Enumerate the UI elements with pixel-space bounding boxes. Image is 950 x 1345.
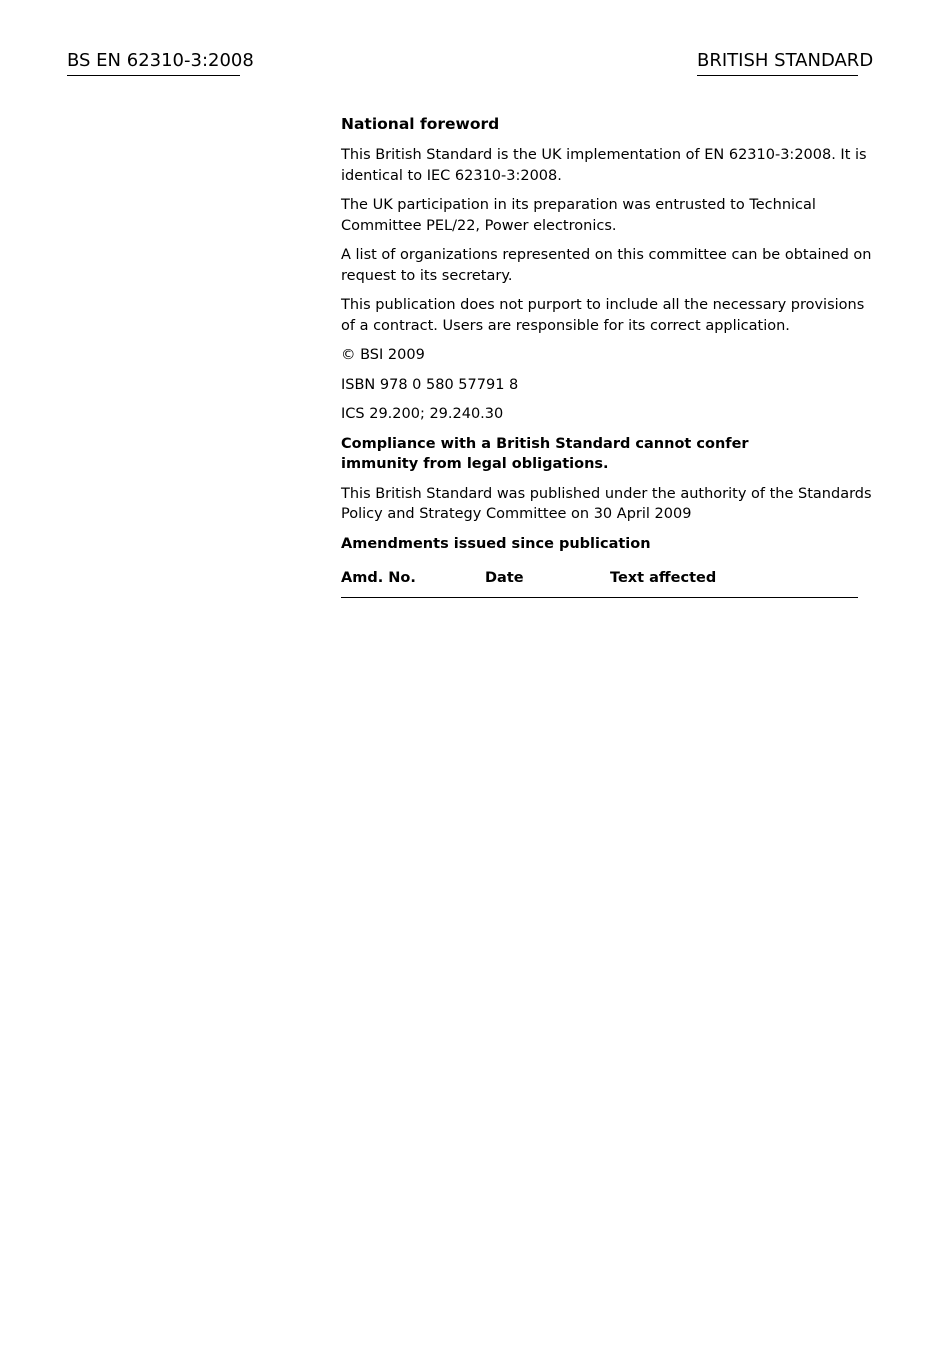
- document-type: BRITISH STANDARD: [697, 50, 858, 76]
- foreword-paragraph: This publication does not purport to include all the necessary provisions of a contract. Users are responsible for its correct application.: [341, 297, 865, 334]
- ics-codes: ICS 29.200; 29.240.30: [341, 406, 504, 422]
- amendments-title: Amendments issued since publication: [341, 535, 651, 552]
- foreword-paragraph: This British Standard is the UK implementation of EN 62310-3:2008. It is identical to IEC 62310-3:2008.: [341, 147, 867, 184]
- foreword-paragraph: The UK participation in its preparation was entrusted to Technical Committee PEL/22, Power electronics.: [341, 197, 816, 234]
- column-header-text-affected: Text affected: [610, 570, 717, 586]
- copyright-notice: © BSI 2009: [341, 347, 425, 363]
- column-header-amd-no: Amd. No.: [341, 570, 416, 586]
- document-code: BS EN 62310-3:2008: [67, 50, 240, 76]
- publication-notice: This British Standard was published under the authority of the Standards Policy and Strategy Committee on 30 April 2009: [341, 485, 872, 522]
- amendments-table-header: [341, 568, 858, 598]
- national-foreword: [341, 114, 881, 598]
- compliance-notice: Compliance with a British Standard cannot confer immunity from legal obligations.: [341, 435, 749, 472]
- foreword-paragraph: A list of organizations represented on this committee can be obtained on request to its secretary.: [341, 247, 872, 284]
- foreword-title: National foreword: [341, 115, 500, 133]
- isbn: ISBN 978 0 580 57791 8: [341, 376, 519, 393]
- column-header-date: Date: [485, 570, 524, 586]
